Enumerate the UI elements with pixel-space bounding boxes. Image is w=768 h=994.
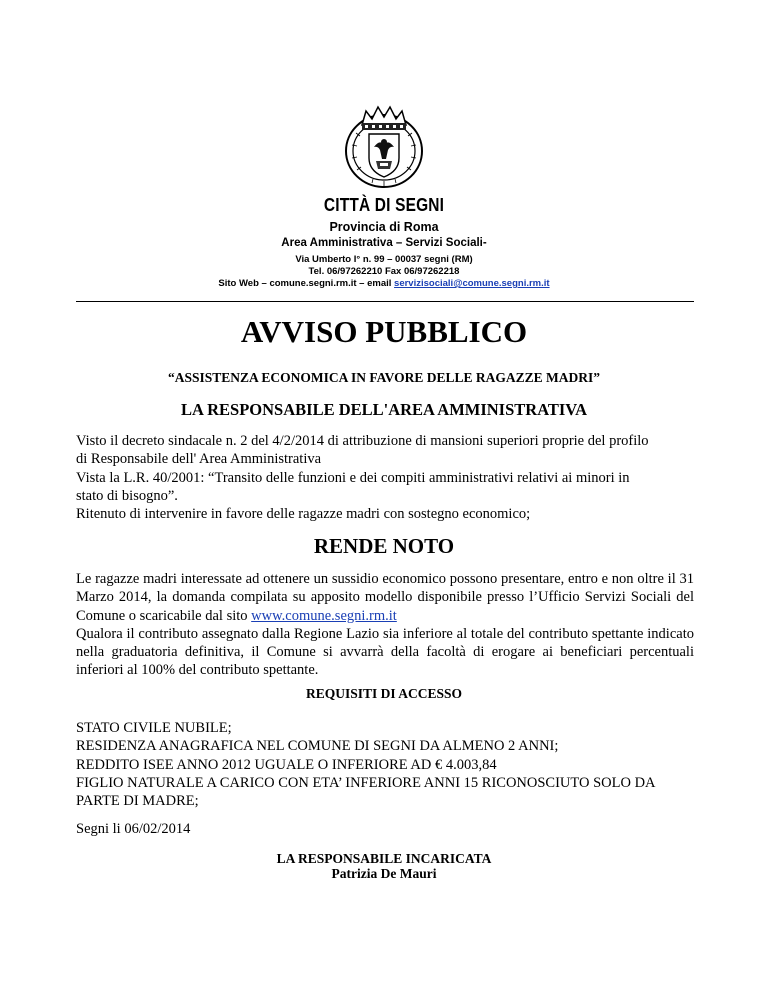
requirement-item: PARTE DI MADRE; bbox=[76, 793, 199, 810]
responsible-heading: LA RESPONSABILE DELL'AREA AMMINISTRATIVA bbox=[180, 400, 588, 419]
preamble-line: di Responsabile dell' Area Amministrativa bbox=[76, 451, 322, 468]
city-name: CITTÀ DI SEGNI bbox=[323, 195, 445, 215]
body-text: Le ragazze madri interessate ad ottenere un sussidio economico possono presentare, entro e non oltre il 31 Marzo 2014, la domanda compilata su apposito modello disponibile presso l’Ufficio Servizi Sociali del Comune o scaricabile dal sito bbox=[76, 571, 694, 624]
preamble bbox=[76, 432, 694, 523]
notice-body bbox=[76, 570, 694, 680]
requirements-heading: REQUISITI DI ACCESSO bbox=[305, 686, 463, 701]
preamble-line: Visto il decreto sindacale n. 2 del 4/2/2014 di attribuzione di mansioni superiori proprie del profilo bbox=[76, 433, 649, 449]
body-text: Qualora il contributo assegnato dalla Regione Lazio sia inferiore al totale del contributo spettante indicato nella graduatoria definitiva, il Comune si avvarrà della facoltà di erogare ai beneficiari percentuali inferiori al 100% del contributo spettante. bbox=[76, 625, 694, 679]
rende-noto-heading: RENDE NOTO bbox=[313, 534, 455, 558]
department-name: Area Amministrativa – Servizi Sociali- bbox=[281, 237, 487, 249]
header-divider bbox=[76, 301, 694, 302]
signature-title: LA RESPONSABILE INCARICATA bbox=[276, 851, 492, 866]
requirement-item: STATO CIVILE NUBILE; bbox=[76, 720, 232, 736]
requirement-item: REDDITO ISEE ANNO 2012 UGUALE O INFERIORE AD € 4.003,84 bbox=[76, 756, 497, 773]
email-link[interactable]: servizisociali@comune.segni.rm.it bbox=[394, 278, 550, 289]
date-line: Segni li 06/02/2014 bbox=[76, 821, 191, 837]
requirement-item: RESIDENZA ANAGRAFICA NEL COMUNE DI SEGNI DA ALMENO 2 ANNI; bbox=[76, 738, 559, 755]
contact-line bbox=[0, 278, 768, 289]
website-link[interactable]: www.comune.segni.rm.it bbox=[251, 607, 397, 624]
notice-subtitle: “ASSISTENZA ECONOMICA IN FAVORE DELLE RAGAZZE MADRI” bbox=[167, 370, 601, 385]
phone-line: Tel. 06/97262210 Fax 06/97262218 bbox=[308, 266, 460, 277]
notice-title: AVVISO PUBBLICO bbox=[240, 314, 528, 349]
preamble-line: Vista la L.R. 40/2001: “Transito delle funzioni e dei compiti amministrativi relativi ai minori in bbox=[76, 469, 630, 486]
signature-name: Patrizia De Mauri bbox=[331, 866, 437, 881]
preamble-line: stato di bisogno”. bbox=[76, 487, 178, 504]
requirements-list bbox=[76, 719, 694, 810]
preamble-line: Ritenuto di intervenire in favore delle ragazze madri con sostegno economico; bbox=[76, 506, 531, 523]
province-name: Provincia di Roma bbox=[329, 220, 439, 234]
city-coat-of-arms-icon bbox=[336, 103, 432, 193]
requirement-item: FIGLIO NATURALE A CARICO CON ETA’ INFERIORE ANNI 15 RICONOSCIUTO SOLO DA bbox=[76, 774, 656, 791]
website-text: Sito Web – comune.segni.rm.it – email bbox=[218, 278, 395, 289]
address-line: Via Umberto I° n. 99 – 00037 segni (RM) bbox=[295, 254, 473, 265]
